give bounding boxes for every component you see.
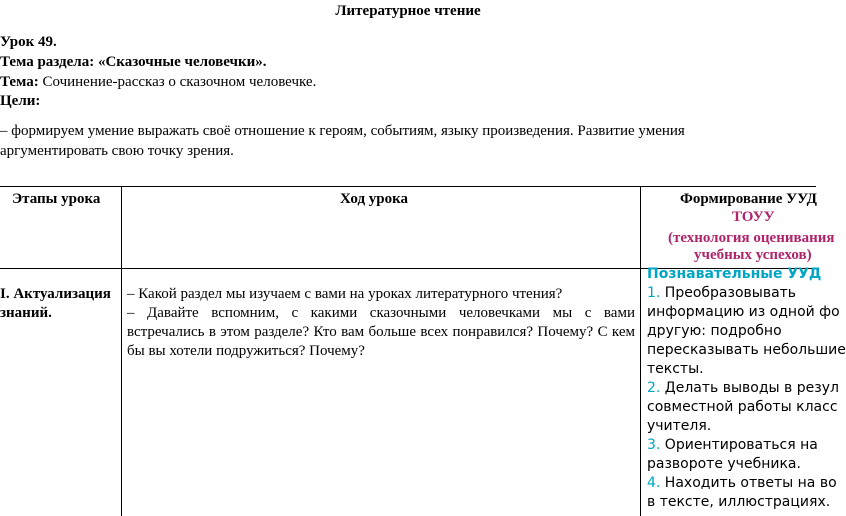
section-theme: Тема раздела: «Сказочные человечки». [0,54,267,70]
stage-line-1: I. Актуализация [0,286,111,302]
uud-item-3-line-1: 3. Ориентироваться на [647,437,818,453]
col-header-touu-desc-2: учебных успехов) [694,247,812,263]
table-col-divider-2 [640,186,641,516]
goals-label: Цели: [0,93,41,109]
page-title: Литературное чтение [335,3,481,19]
col-header-touu: ТОУУ [732,209,775,225]
uud-item-1-line-4: пересказывать небольшие [647,342,846,358]
progress-question-1: – Какой раздел мы изучаем с вами на уроках литературного чтения? [127,286,563,302]
col-header-uud: Формирование УУД [680,191,817,207]
lesson-number: Урок 49. [0,34,57,50]
table-top-border [0,186,816,187]
uud-item-2-line-3: учителя. [647,418,712,434]
goals-line-1: – формируем умение выражать своё отношение к героям, событиям, языку произведения. Развитие умения [0,123,685,139]
col-header-touu-desc-1: (технология оценивания [668,230,835,246]
uud-item-2-line-2: совместной работы класс [647,399,838,415]
col-header-progress: Ход урока [340,191,409,207]
uud-heading: Познавательные УУД [647,266,822,282]
uud-item-1-line-1: 1. Преобразовывать [647,285,797,301]
uud-item-4-line-1: 4. Находить ответы на во [647,475,837,491]
uud-item-2-line-1: 2. Делать выводы в резул [647,380,839,396]
uud-item-4-line-2: в тексте, иллюстрациях. [647,494,831,510]
table-col-divider-1 [121,186,122,516]
uud-item-1-line-2: информацию из одной фо [647,304,840,320]
goals-line-2: аргументировать свою точку зрения. [0,143,234,159]
uud-item-3-line-2: развороте учебника. [647,456,801,472]
lesson-topic: Тема: Сочинение-рассказ о сказочном человечке. [0,74,317,90]
stage-line-2: знаний. [0,305,52,321]
progress-question-2: – Давайте вспомним, с какими сказочными человечками мы с вами встречались в этом разделе? Кто вам больше всех понравился? Почему? С кем бы вы хотели подружиться? Почему? [127,305,635,359]
uud-item-1-line-3: другую: подробно [647,323,782,339]
col-header-stages: Этапы урока [12,191,101,207]
uud-item-1-line-5: тексты. [647,361,704,377]
